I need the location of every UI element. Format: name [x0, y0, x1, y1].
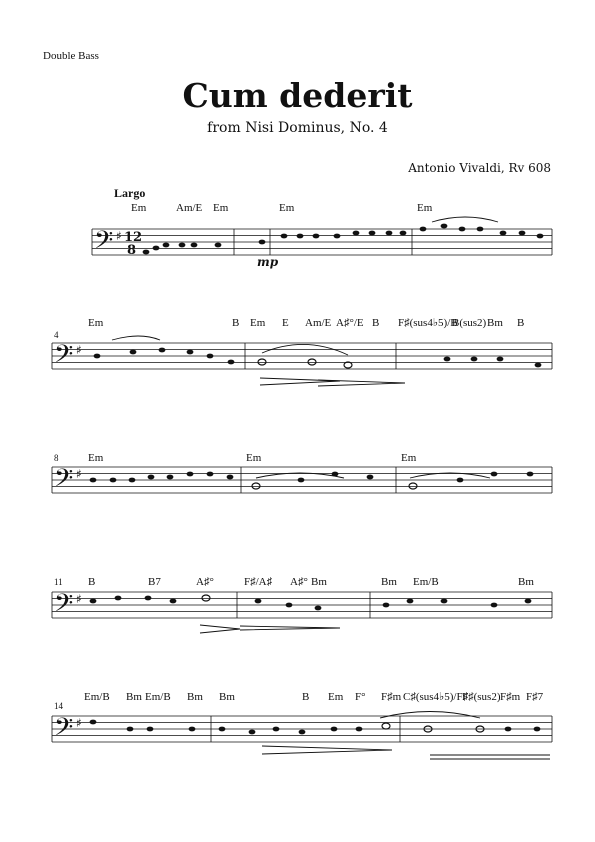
chord-symbol: B — [517, 317, 525, 329]
chord-symbol: F♯(sus2) — [462, 691, 501, 703]
chord-symbol: Em — [417, 202, 433, 214]
bass-clef-icon: 𝄢 — [54, 713, 74, 748]
chord-symbol: B — [232, 317, 240, 329]
chord-symbol: Em — [328, 691, 344, 703]
sharp-key-signature-icon: ♯ — [76, 716, 82, 730]
chord-symbol: A♯°/E — [336, 317, 364, 329]
chord-symbol: Em — [88, 452, 104, 464]
notes — [90, 224, 544, 735]
chord-symbol: F♯7 — [526, 691, 544, 703]
chord-symbol: Em — [279, 202, 295, 214]
composer-credit: Antonio Vivaldi, Rv 608 — [408, 161, 551, 175]
chord-symbol: Em/B — [413, 576, 439, 588]
chord-symbol: E — [282, 317, 289, 329]
bass-clef-icon: 𝄢 — [54, 464, 74, 499]
chord-symbol: Em — [246, 452, 262, 464]
chord-symbol: Em — [131, 202, 147, 214]
chord-symbol: Em/B — [145, 691, 171, 703]
chord-symbol: Bm — [381, 576, 397, 588]
chord-symbol: Bm — [126, 691, 142, 703]
chord-symbol: B — [302, 691, 310, 703]
chord-symbol: Em — [250, 317, 266, 329]
chord-symbol: Em — [213, 202, 229, 214]
chord-symbol: Bm — [187, 691, 203, 703]
sharp-key-signature-icon: ♯ — [76, 592, 82, 606]
staff-system-1 — [92, 229, 552, 255]
chord-symbol: Bm — [518, 576, 534, 588]
staff-system-4 — [52, 592, 552, 618]
chord-symbol: Em — [401, 452, 417, 464]
chord-symbol: B — [88, 576, 96, 588]
chord-symbol: F♯(sus4♭5)/B — [398, 317, 458, 329]
chord-symbol: B — [372, 317, 380, 329]
staff-system-2 — [52, 343, 552, 369]
sharp-key-signature-icon: ♯ — [76, 343, 82, 357]
chord-symbol: C♯(sus4♭5)/F♯ — [403, 691, 469, 703]
bass-clef-icon: 𝄢 — [54, 589, 74, 624]
time-signature-numerator: 12 — [124, 230, 143, 245]
chord-symbol: Em/B — [84, 691, 110, 703]
score-subtitle: from Nisi Dominus, No. 4 — [207, 120, 388, 136]
sharp-key-signature-icon: ♯ — [116, 229, 122, 243]
instrument-name: Double Bass — [43, 50, 99, 62]
chord-symbol: F♯m — [381, 691, 402, 703]
chord-symbol: Am/E — [305, 317, 332, 329]
tempo-marking: Largo — [114, 186, 146, 200]
time-signature-denominator: 8 — [127, 243, 137, 258]
chord-symbol: Bm — [219, 691, 235, 703]
measure-number: 8 — [54, 453, 59, 463]
sharp-key-signature-icon: ♯ — [76, 467, 82, 481]
bass-clef-icon: 𝄢 — [54, 340, 74, 375]
chord-symbol: A♯° — [196, 576, 214, 588]
chord-symbol: A♯° — [290, 576, 308, 588]
chord-symbol: B(sus2) — [452, 317, 487, 329]
chord-symbol: F♯m — [500, 691, 521, 703]
chord-symbol: F° — [355, 691, 366, 703]
chord-symbol: B7 — [148, 576, 161, 588]
measure-number: 11 — [54, 577, 63, 587]
chord-symbol: F♯/A♯ — [244, 576, 273, 588]
chord-symbol: Am/E — [176, 202, 203, 214]
chord-symbol: Bm — [487, 317, 503, 329]
dynamic-marking: mp — [257, 255, 279, 269]
measure-number: 4 — [54, 330, 59, 340]
chord-symbol: Bm — [311, 576, 327, 588]
chord-symbol: Em — [88, 317, 104, 329]
measure-number: 14 — [54, 701, 63, 711]
bass-clef-icon: 𝄢 — [94, 226, 114, 261]
score-title: Cum dederit — [182, 76, 413, 115]
